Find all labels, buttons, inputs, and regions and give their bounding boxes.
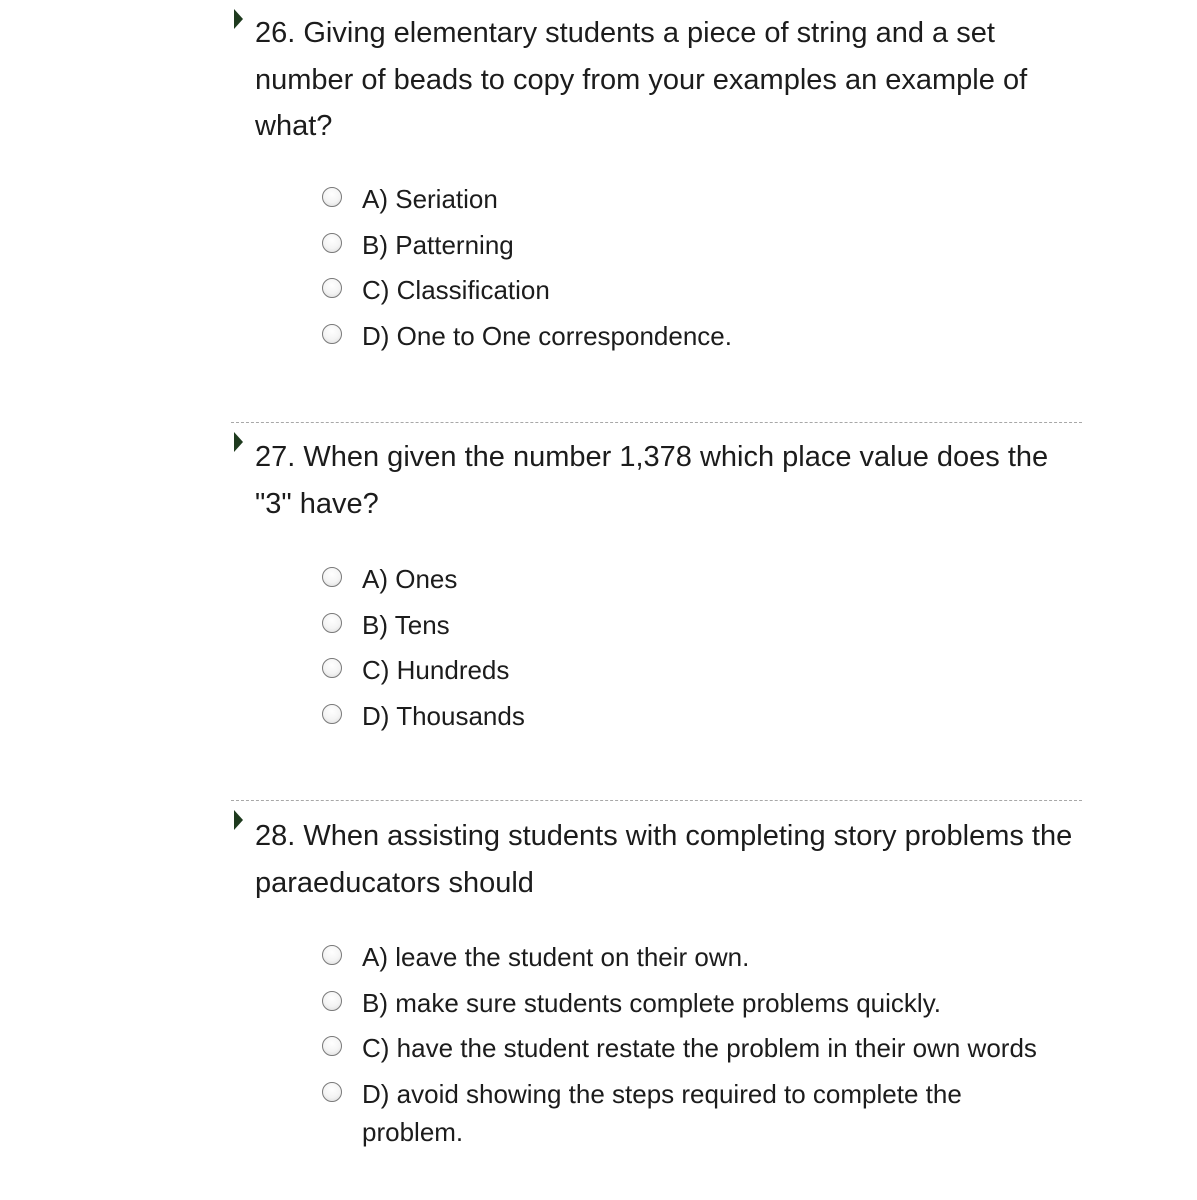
question-text: 28. When assisting students with completing story problems the paraeducators should: [255, 820, 1073, 899]
radio-button[interactable]: [322, 324, 342, 344]
answer-option[interactable]: [320, 1033, 1140, 1079]
radio-button[interactable]: [322, 233, 342, 253]
answer-label[interactable]: D) Thousands: [362, 700, 525, 731]
radio-button[interactable]: [322, 945, 342, 965]
expand-arrow-icon[interactable]: [234, 9, 243, 29]
answer-options: [320, 942, 1140, 1159]
radio-button[interactable]: [322, 187, 342, 207]
radio-button[interactable]: [322, 613, 342, 633]
question-text: 27. When given the number 1,378 which place value does the "3" have?: [255, 441, 1049, 520]
radio-button[interactable]: [322, 278, 342, 298]
answer-label[interactable]: A) leave the student on their own.: [362, 942, 750, 972]
radio-button[interactable]: [322, 704, 342, 724]
question-divider: [231, 422, 1082, 423]
answer-label[interactable]: D) avoid showing the steps required to complete the problem.: [362, 1078, 962, 1147]
answer-label[interactable]: A) Ones: [362, 564, 458, 594]
answer-label[interactable]: C) Classification: [362, 275, 550, 305]
radio-button[interactable]: [322, 1036, 342, 1056]
expand-arrow-icon[interactable]: [234, 432, 243, 452]
answer-option[interactable]: [320, 655, 1140, 701]
answer-option[interactable]: [320, 942, 1140, 988]
answer-label[interactable]: B) Tens: [362, 609, 450, 640]
answer-label[interactable]: D) One to One correspondence.: [362, 320, 732, 351]
answer-label[interactable]: A) Seriation: [362, 184, 498, 214]
answer-label[interactable]: C) Hundreds: [362, 655, 510, 685]
answer-option[interactable]: [320, 701, 1140, 747]
radio-button[interactable]: [322, 567, 342, 587]
answer-option[interactable]: [320, 564, 1140, 610]
answer-options: [320, 184, 1140, 366]
answer-option[interactable]: [320, 1079, 1140, 1159]
answer-option[interactable]: [320, 184, 1140, 230]
question-divider: [231, 800, 1082, 801]
answer-option[interactable]: [320, 988, 1140, 1034]
question-text: 26. Giving elementary students a piece of string and a set number of beads to copy from your examples an example of what?: [255, 17, 1028, 142]
answer-label[interactable]: B) Patterning: [362, 229, 514, 260]
radio-button[interactable]: [322, 1082, 342, 1102]
expand-arrow-icon[interactable]: [234, 810, 243, 830]
answer-option[interactable]: [320, 230, 1140, 276]
answer-option[interactable]: [320, 321, 1140, 367]
answer-option[interactable]: [320, 275, 1140, 321]
answer-label[interactable]: B) make sure students complete problems quickly.: [362, 987, 941, 1018]
answer-label[interactable]: C) have the student restate the problem in their own words: [362, 1033, 1037, 1063]
radio-button[interactable]: [322, 658, 342, 678]
answer-options: [320, 564, 1140, 746]
radio-button[interactable]: [322, 991, 342, 1011]
answer-option[interactable]: [320, 610, 1140, 656]
